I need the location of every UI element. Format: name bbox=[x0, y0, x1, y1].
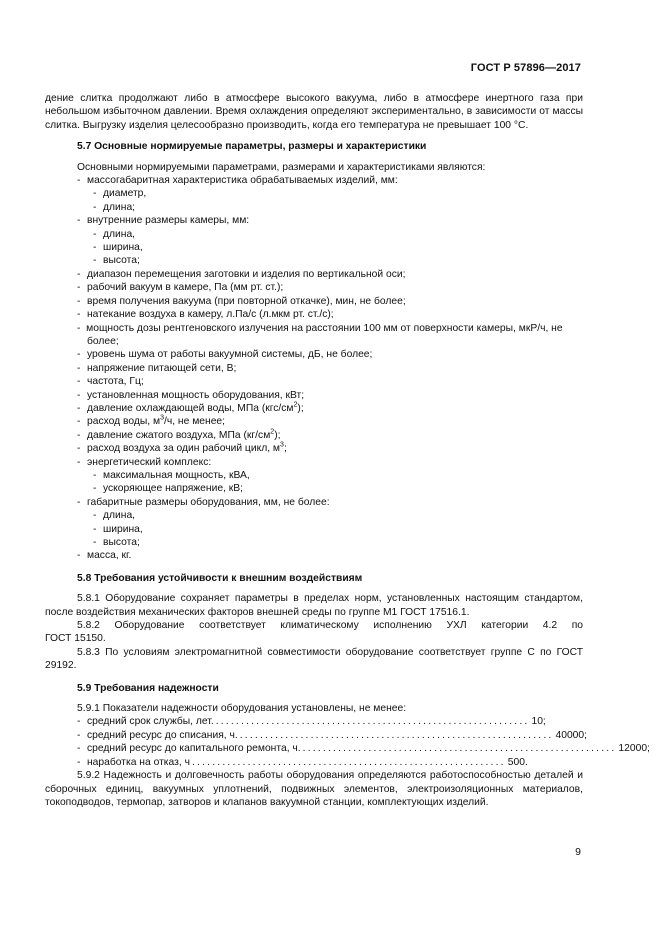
list-item: - максимальная мощность, кВА, bbox=[93, 469, 250, 481]
dash-bullet: - bbox=[77, 729, 81, 741]
list-item: - ускоряющее напряжение, кВ; bbox=[93, 483, 244, 495]
dash-bullet: - bbox=[77, 456, 81, 468]
paragraph-5-8-2-line2: ГОСТ 15150. bbox=[45, 633, 106, 645]
list-item: - средний срок службы, лет. .............................................................. 10; bbox=[77, 716, 546, 728]
section-5-7-title: 5.7 Основные нормируемые параметры, размеры и характеристики bbox=[77, 141, 427, 153]
paragraph-5-9-1: 5.9.1 Показатели надежности оборудования установлены, не менее: bbox=[77, 703, 407, 715]
dash-bullet: - bbox=[93, 188, 97, 200]
section-5-8-title: 5.8 Требования устойчивости к внешним воздействиям bbox=[77, 572, 363, 584]
dash-bullet: - bbox=[77, 443, 81, 455]
dash-bullet: - bbox=[93, 255, 97, 267]
list-item: - установленная мощность оборудования, кВт; bbox=[77, 389, 305, 401]
leader-dots: .............................................................. bbox=[215, 716, 530, 728]
list-item: - давление охлаждающей воды, МПа $(кгс/см^2)$; bbox=[77, 401, 304, 414]
dash-bullet: - bbox=[77, 309, 81, 321]
list-item: - средний ресурс до списания, ч. .............................................................. 40000; bbox=[77, 729, 587, 741]
list-item: - высота; bbox=[93, 537, 140, 548]
page-number: 9 bbox=[575, 846, 581, 858]
dash-bullet: - bbox=[77, 282, 81, 294]
list-item: - длина, bbox=[93, 228, 136, 240]
list-item: - длина, bbox=[93, 510, 136, 522]
dash-bullet: - bbox=[93, 537, 97, 548]
dash-bullet: - bbox=[77, 743, 81, 755]
dash-bullet: - bbox=[77, 416, 81, 428]
dash-bullet: - bbox=[77, 349, 81, 361]
list-item: - ширина, bbox=[93, 523, 143, 535]
dash-bullet: - bbox=[77, 295, 81, 307]
list-item: - давление сжатого воздуха, МПа $(кг/см^2)$; bbox=[77, 428, 281, 441]
leader-dots: .............................................................. bbox=[302, 743, 617, 755]
leader-dots: .............................................................. bbox=[239, 729, 554, 741]
dash-bullet: - bbox=[77, 389, 81, 401]
dash-bullet: - bbox=[93, 242, 97, 254]
list-item: - диапазон перемещения заготовки и изделия по вертикальной оси; bbox=[77, 268, 406, 280]
dash-bullet: - bbox=[77, 322, 87, 334]
list-item: - средний ресурс до капитального ремонта, ч. .............................................................. 12000; bbox=[77, 743, 650, 755]
dash-bullet: - bbox=[77, 429, 81, 441]
list-item: - массогабаритная характеристика обрабатываемых изделий, мм: bbox=[77, 175, 398, 187]
dash-bullet: - bbox=[93, 510, 97, 522]
dash-bullet: - bbox=[93, 469, 97, 481]
list-item: - расход воды, $м^3/ч$, не менее; bbox=[77, 414, 226, 428]
list-item: - рабочий вакуум в камере, Па (мм рт. ст.); bbox=[77, 282, 284, 294]
list-item: - длина; bbox=[93, 201, 136, 213]
leader-dots: .............................................................. bbox=[191, 756, 506, 768]
list-item: - масса, кг. bbox=[77, 550, 132, 562]
list-item: - ширина, bbox=[93, 242, 143, 254]
dash-bullet: - bbox=[93, 228, 97, 240]
intro-paragraph: дение слитка продолжают либо в атмосфере высокого вакуума, либо в атмосфере инертного газа при небольшом избыточном давлении. Время охлаждения определяют экспериментально, в зависимости от массы слитка. Выгрузку изделия целесообразно производить, когда его температура не превышает 100 °С. bbox=[45, 93, 583, 131]
list-item: - уровень шума от работы вакуумной системы, дБ, не более; bbox=[77, 349, 373, 361]
list-item: - диаметр, bbox=[93, 188, 147, 200]
page-content bbox=[45, 92, 650, 809]
dash-bullet: - bbox=[93, 483, 97, 495]
dash-bullet: - bbox=[77, 376, 81, 388]
section-5-9-title: 5.9 Требования надежности bbox=[77, 682, 219, 694]
dash-bullet: - bbox=[77, 362, 81, 374]
dash-bullet: - bbox=[77, 215, 81, 227]
list-item: - частота, Гц; bbox=[77, 376, 144, 388]
dash-bullet: - bbox=[77, 175, 81, 187]
list-item: - напряжение питающей сети, В; bbox=[77, 362, 237, 374]
dash-bullet: - bbox=[77, 268, 81, 280]
reliability-list bbox=[45, 715, 650, 769]
doc-code-header: ГОСТ Р 57896—2017 bbox=[470, 62, 581, 74]
dash-bullet: - bbox=[77, 550, 81, 562]
list-item: - время получения вакуума (при повторной откачке), мин, не более; bbox=[77, 295, 406, 307]
paragraph-5-8-2-line1: 5.8.2 Оборудование соответствует климатическому исполнению УХЛ категории 4.2 по bbox=[77, 620, 583, 632]
paragraph-5-8-3: 5.8.3 По условиям электромагнитной совместимости оборудование соответствует группе С по ГОСТ 29192. bbox=[45, 646, 583, 672]
list-item: - высота; bbox=[93, 255, 140, 267]
dash-bullet: - bbox=[93, 523, 97, 535]
dash-bullet: - bbox=[77, 716, 81, 728]
dash-bullet: - bbox=[77, 496, 81, 508]
dash-bullet: - bbox=[77, 756, 81, 768]
list-item-wrapping: - мощность дозы рентгеновского излучения на расстоянии 100 мм от поверхности камеры, мкР/ч, не более; bbox=[77, 322, 563, 347]
list-item: - наработка на отказ, ч .............................................................. 500. bbox=[77, 756, 528, 768]
list-item: - внутренние размеры камеры, мм: bbox=[77, 215, 250, 227]
dash-bullet: - bbox=[93, 201, 97, 213]
section-5-7-lead: Основными нормируемыми параметрами, размерами и характеристиками являются: bbox=[77, 161, 486, 173]
dash-bullet: - bbox=[77, 402, 81, 414]
paragraph-5-9-2: 5.9.2 Надежность и долговечность работы оборудования определяются работоспособностью деталей и сборочных единиц, вакуумных уплотнений, подвижных элементов, электроизоляционных материалов, токоподводов, термопар, затворов и клапанов вакуумной станции, комплектующих изделий. bbox=[45, 770, 583, 808]
list-item: - расход воздуха за один рабочий цикл, $м^3$; bbox=[77, 441, 287, 455]
list-item: - натекание воздуха в камеру, л.Па/с (л.мкм рт. ст./с); bbox=[77, 309, 334, 321]
paragraph-5-8-1: 5.8.1 Оборудование сохраняет параметры в пределах норм, установленных настоящим стандартом, после воздействия механических факторов внешней среды по группе М1 ГОСТ 17516.1. bbox=[45, 593, 583, 618]
list-item: - энергетический комплекс: bbox=[77, 456, 212, 468]
list-item: - габаритные размеры оборудования, мм, не более: bbox=[77, 496, 330, 508]
